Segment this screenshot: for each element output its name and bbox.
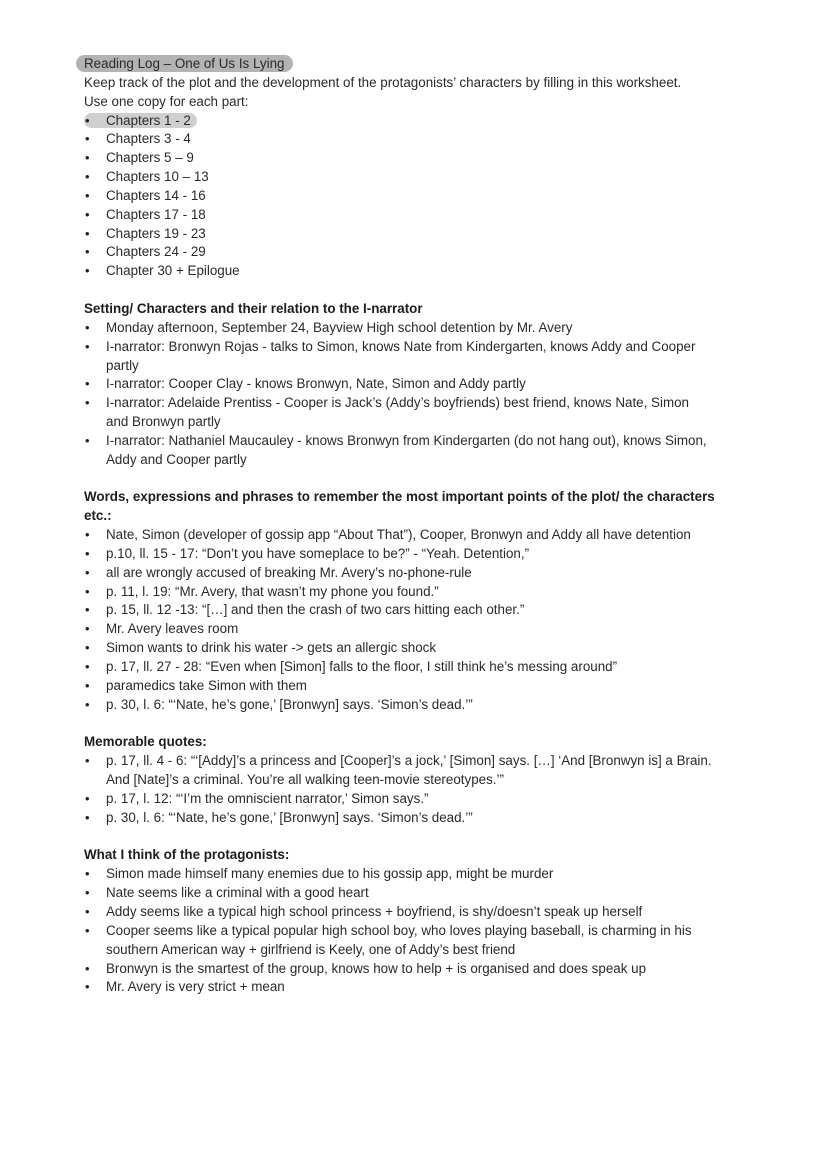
list-item: • I-narrator: Adelaide Prentiss - Cooper is Jack’s (Addy’s boyfriends) best friend, knows Nate, Simon and Bronwyn partly <box>84 394 744 432</box>
list-item: • Chapters 10 – 13 <box>84 168 744 187</box>
parts-list <box>84 112 744 282</box>
list-item: • Mr. Avery is very strict + mean <box>84 978 744 997</box>
list-item: • p.10, ll. 15 - 17: “Don’t you have someplace to be?” - “Yeah. Detention,” <box>84 545 744 564</box>
list-item: • p. 17, ll. 4 - 6: “‘[Addy]’s a princess and [Cooper]’s a jock,’ [Simon] says. […] ‘And [Bronwyn is] a Brain. And [Nate]’s a criminal. You’re all walking teen-movie stereotypes.’” <box>84 752 744 790</box>
list-item: • paramedics take Simon with them <box>84 677 744 696</box>
list-item: • p. 17, ll. 27 - 28: “Even when [Simon] falls to the floor, I still think he’s messing around” <box>84 658 744 677</box>
setting-list <box>84 319 744 470</box>
list-item: • p. 11, l. 19: “Mr. Avery, that wasn’t my phone you found.” <box>84 583 744 602</box>
list-item: • Chapter 30 + Epilogue <box>84 262 744 281</box>
list-item: • Simon wants to drink his water -> gets an allergic shock <box>84 639 744 658</box>
list-item <box>84 112 744 131</box>
quotes-list <box>84 752 744 827</box>
list-item: • all are wrongly accused of breaking Mr. Avery’s no-phone-rule <box>84 564 744 583</box>
list-item: • Nate seems like a criminal with a good heart <box>84 884 744 903</box>
list-item: • Chapters 17 - 18 <box>84 206 744 225</box>
list-item: • Chapters 14 - 16 <box>84 187 744 206</box>
list-item: • p. 17, l. 12: “‘I’m the omniscient narrator,’ Simon says.” <box>84 790 744 809</box>
opinions-list <box>84 865 744 997</box>
list-item: • I-narrator: Cooper Clay - knows Bronwyn, Nate, Simon and Addy partly <box>84 375 744 394</box>
intro-line: Use one copy for each part: <box>84 93 249 109</box>
list-item: • Chapters 5 – 9 <box>84 149 744 168</box>
list-item: • Monday afternoon, September 24, Bayview High school detention by Mr. Avery <box>84 319 744 338</box>
document-page <box>84 55 744 997</box>
section-heading-quotes: Memorable quotes: <box>84 734 207 750</box>
list-item: • Bronwyn is the smartest of the group, knows how to help + is organised and does speak up <box>84 960 744 979</box>
list-item: • p. 30, l. 6: “‘Nate, he’s gone,’ [Bronwyn] says. ‘Simon’s dead.’” <box>84 809 744 828</box>
list-item: • p. 15, ll. 12 -13: “[…] and then the crash of two cars hitting each other.” <box>84 601 744 620</box>
list-item: • Chapters 19 - 23 <box>84 225 744 244</box>
list-item: • I-narrator: Nathaniel Maucauley - knows Bronwyn from Kindergarten (do not hang out), knows Simon, Addy and Cooper partly <box>84 432 744 470</box>
highlighted-part: Chapters 1 - 2 <box>84 113 197 128</box>
list-item: • Addy seems like a typical high school princess + boyfriend, is shy/doesn’t speak up herself <box>84 903 744 922</box>
list-item: • Nate, Simon (developer of gossip app “About That”), Cooper, Bronwyn and Addy all have detention <box>84 526 744 545</box>
list-item: • Mr. Avery leaves room <box>84 620 744 639</box>
list-item: • Simon made himself many enemies due to his gossip app, might be murder <box>84 865 744 884</box>
section-heading-setting: Setting/ Characters and their relation to the I-narrator <box>84 300 423 316</box>
words-list <box>84 526 744 714</box>
section-heading-opinions: What I think of the protagonists: <box>84 847 290 863</box>
list-item: • p. 30, l. 6: “‘Nate, he’s gone,’ [Bronwyn] says. ‘Simon’s dead.’” <box>84 696 744 715</box>
section-heading-words: Words, expressions and phrases to remember the most important points of the plot/ the characters etc.: <box>84 489 715 524</box>
intro-line: Keep track of the plot and the development of the protagonists’ characters by filling in this worksheet. <box>84 74 682 90</box>
list-item: • I-narrator: Bronwyn Rojas - talks to Simon, knows Nate from Kindergarten, knows Addy and Cooper partly <box>84 338 744 376</box>
list-item: • Chapters 3 - 4 <box>84 130 744 149</box>
list-item: • Cooper seems like a typical popular high school boy, who loves playing baseball, is charming in his southern American way + girlfriend is Keely, one of Addy’s best friend <box>84 922 744 960</box>
document-title: Reading Log – One of Us Is Lying <box>76 55 293 72</box>
list-item: • Chapters 24 - 29 <box>84 243 744 262</box>
